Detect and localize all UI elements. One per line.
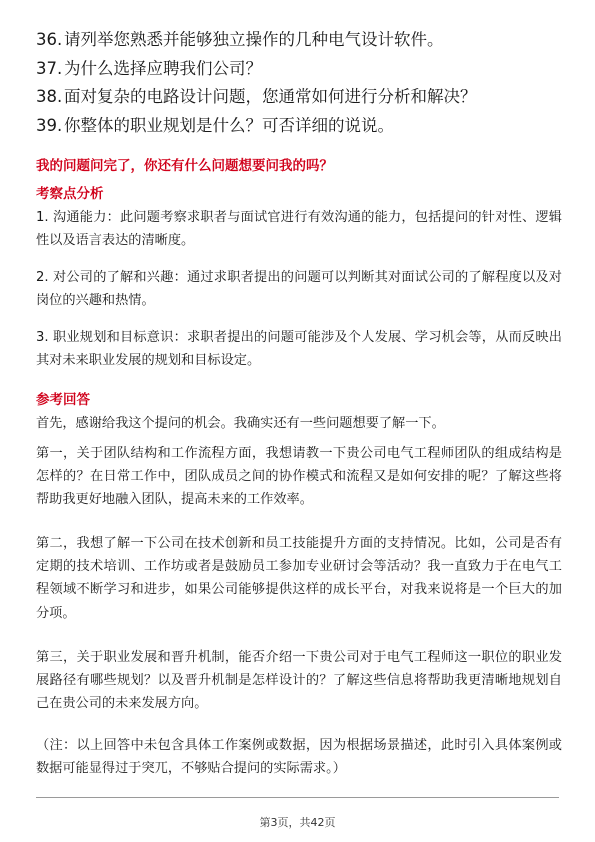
question-list bbox=[36, 26, 566, 140]
analysis-point: 1. 沟通能力：此问题考察求职者与面试官进行有效沟通的能力，包括提问的针对性、逻辑性以及语言表达的清晰度。 bbox=[36, 210, 562, 249]
question-text: 面对复杂的电路设计问题，您通常如何进行分析和解决？ bbox=[64, 87, 477, 107]
analysis-heading: 考察点分析 bbox=[36, 186, 104, 202]
question-item bbox=[36, 55, 566, 84]
question-item bbox=[36, 83, 566, 112]
analysis-point: 2. 对公司的了解和兴趣：通过求职者提出的问题可以判断其对面试公司的了解程度以及对岗位的兴趣和热情。 bbox=[36, 270, 562, 309]
reference-heading: 参考回答 bbox=[36, 392, 90, 408]
question-number: 37. bbox=[36, 58, 63, 78]
analysis-point: 3. 职业规划和目标意识：求职者提出的问题可能涉及个人发展、学习机会等，从而反映出其对未来职业发展的规划和目标设定。 bbox=[36, 330, 562, 369]
question-item bbox=[36, 26, 566, 55]
reference-note: （注：以上回答中未包含具体工作案例或数据，因为根据场景描述，此时引入具体案例或数据可能显得过于突兀，不够贴合提问的实际需求。） bbox=[36, 738, 562, 777]
reference-paragraph: 首先，感谢给我这个提问的机会。我确实还有一些问题想要了解一下。 bbox=[36, 416, 445, 431]
question-item bbox=[36, 112, 566, 141]
closing-question-heading: 我的问题问完了，你还有什么问题想要问我的吗？ bbox=[36, 158, 333, 174]
question-number: 39. bbox=[36, 115, 63, 135]
question-number: 36. bbox=[36, 30, 63, 49]
question-number: 38. bbox=[36, 87, 63, 107]
question-text: 为什么选择应聘我们公司？ bbox=[64, 58, 262, 78]
reference-paragraph: 第二，我想了解一下公司在技术创新和员工技能提升方面的支持情况。比如，公司是否有定期的技术培训、工作坊或者是鼓励员工参加专业研讨会等活动？我一直致力于在电气工程领域不断学习和进步，如果公司能够提供这样的成长平台，对我来说将是一个巨大的加分项。 bbox=[36, 536, 562, 621]
reference-paragraph: 第一，关于团队结构和工作流程方面，我想请教一下贵公司电气工程师团队的组成结构是怎样的？在日常工作中，团队成员之间的协作模式和流程又是如何安排的呢？了解这些将帮助我更好地融入团队，提高未来的工作效率。 bbox=[36, 446, 562, 508]
reference-paragraph: 第三，关于职业发展和晋升机制，能否介绍一下贵公司对于电气工程师这一职位的职业发展路径有哪些规划？以及晋升机制是怎样设计的？了解这些信息将帮助我更清晰地规划自己在贵公司的未来发展方向。 bbox=[36, 650, 562, 712]
footer-divider bbox=[36, 797, 559, 798]
question-text: 你整体的职业规划是什么？可否详细的说说。 bbox=[64, 115, 394, 135]
page-number: 第3页，共42页 bbox=[259, 816, 336, 829]
question-text: 请列举您熟悉并能够独立操作的几种电气设计软件。 bbox=[64, 30, 444, 49]
